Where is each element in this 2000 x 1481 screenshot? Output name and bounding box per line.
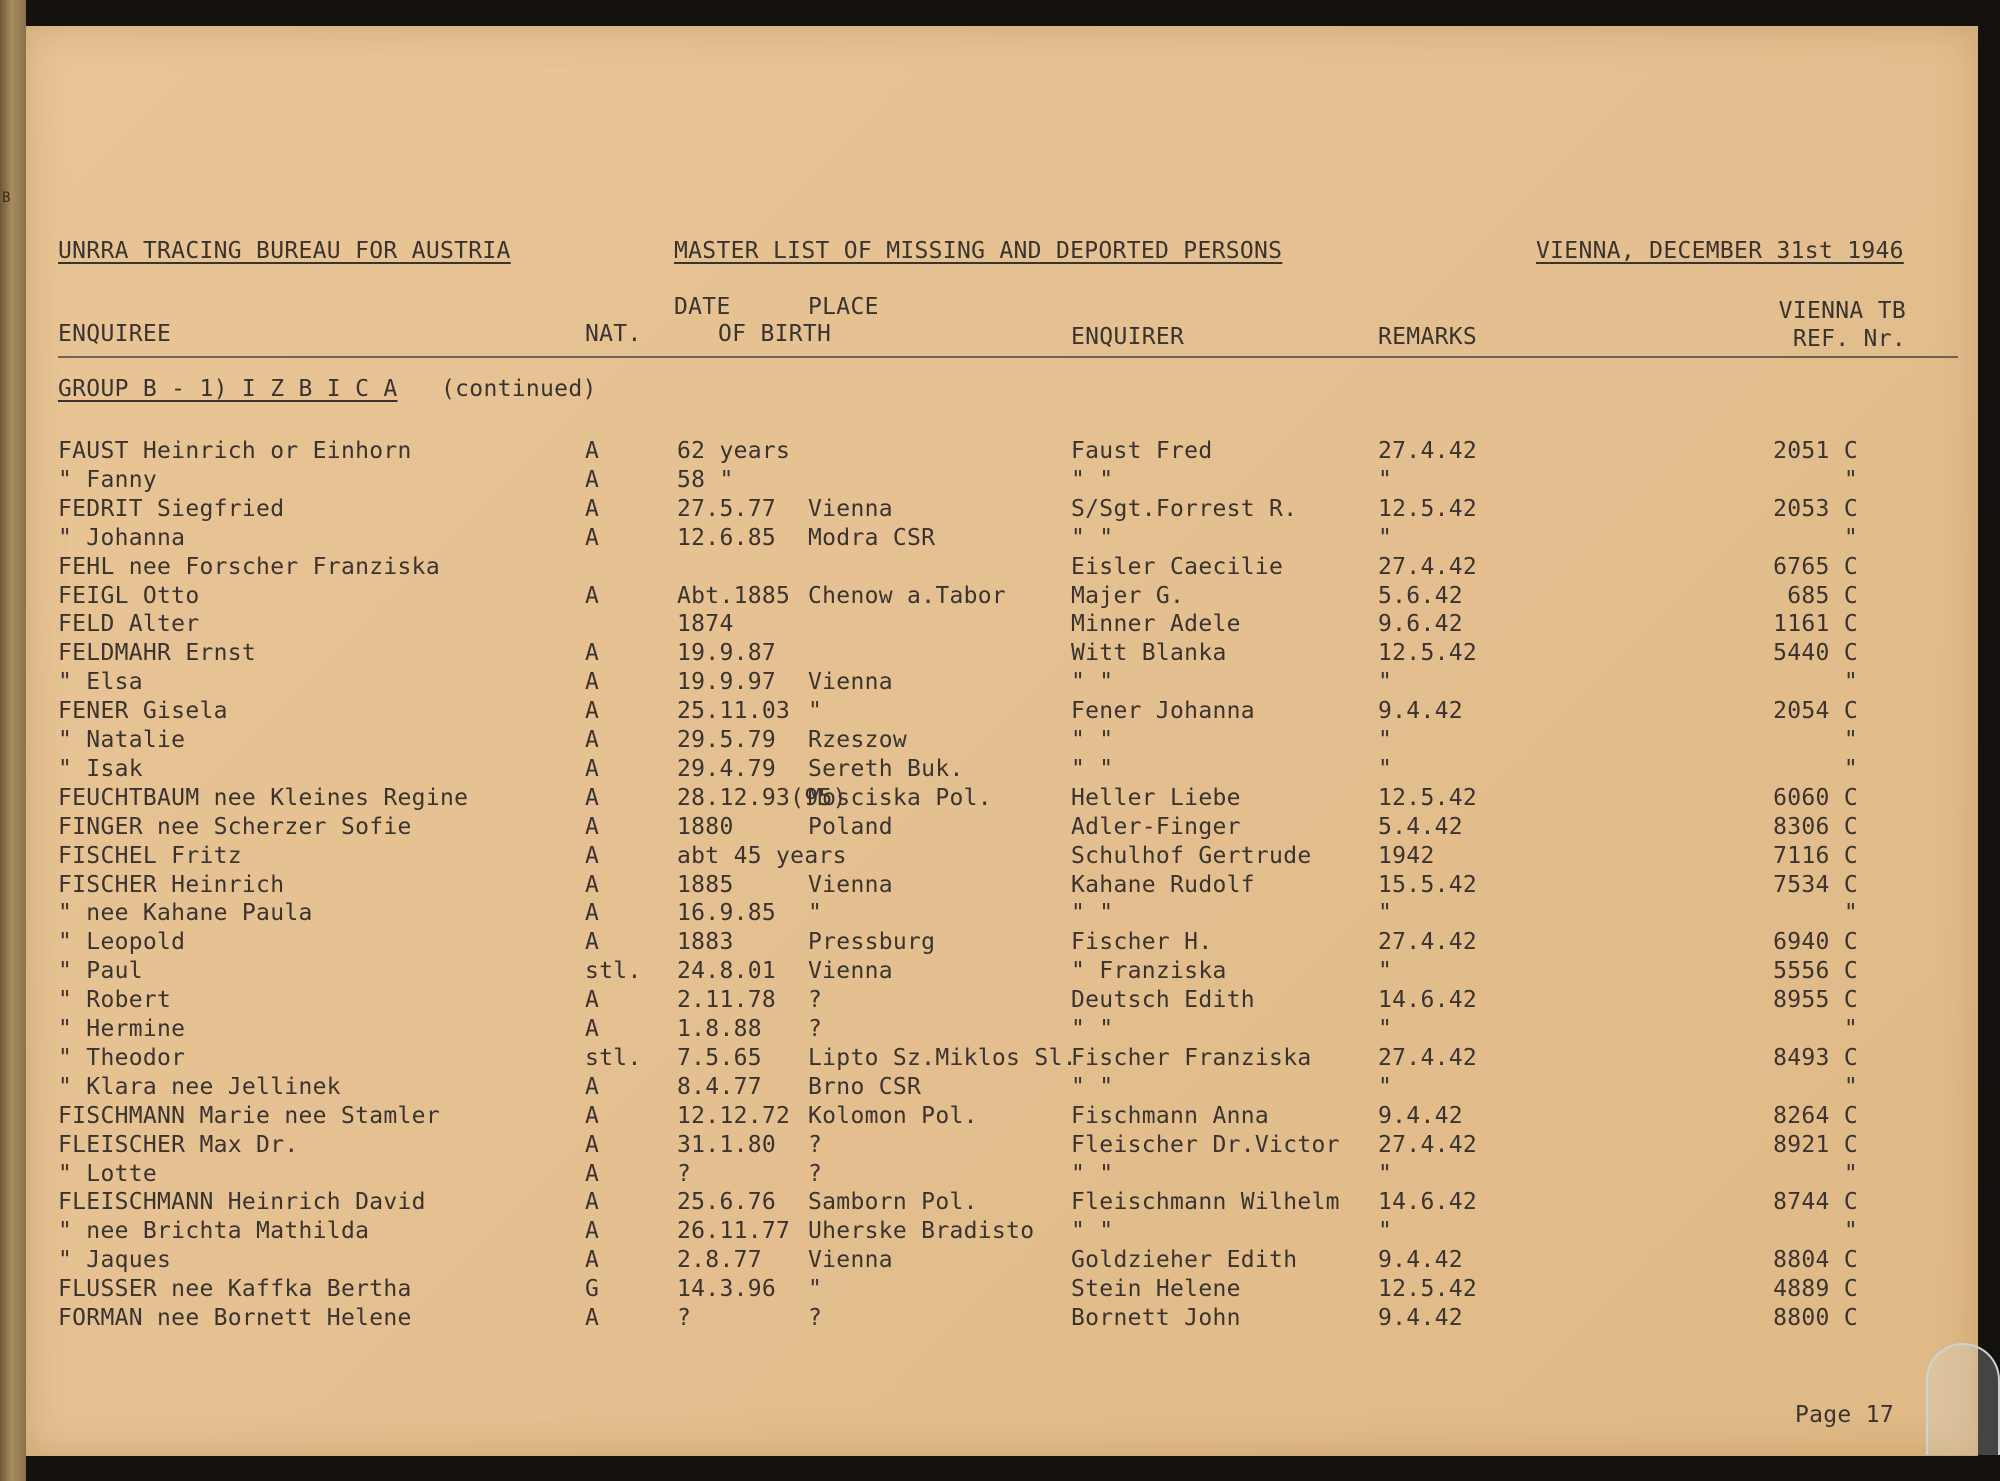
- entry-birth-date: 19.9.87: [677, 640, 777, 667]
- entry-name: " Fanny: [58, 466, 158, 493]
- table-row: [26, 611, 1978, 639]
- table-row: [26, 1161, 1978, 1189]
- table-row: [26, 1103, 1978, 1131]
- entry-enquirer: Witt Blanka: [1071, 640, 1227, 667]
- entry-enquirer: Minner Adele: [1071, 611, 1241, 638]
- group-label: GROUP B - 1) I Z B I C A: [58, 376, 398, 402]
- entry-name: FENER Gisela: [58, 698, 228, 725]
- entry-name: " Klara nee Jellinek: [58, 1073, 341, 1100]
- entry-ref-number: 6060 C: [1773, 784, 1858, 811]
- entry-name: " nee Brichta Mathilda: [58, 1218, 370, 1245]
- entry-enquirer: Adler-Finger: [1071, 813, 1241, 840]
- entry-remarks: 27.4.42: [1378, 1044, 1478, 1071]
- entry-nat: A: [585, 438, 600, 464]
- col-enquirer: ENQUIRER: [1071, 324, 1185, 350]
- entry-ref-number: 8921 C: [1773, 1131, 1858, 1158]
- entry-nat: A: [585, 1073, 600, 1100]
- header-organization: UNRRA TRACING BUREAU FOR AUSTRIA: [58, 238, 511, 264]
- entry-nat: A: [585, 1189, 600, 1216]
- entry-enquirer: Fener Johanna: [1071, 698, 1255, 725]
- margin-mark: B: [2, 190, 11, 206]
- entry-ref-number: ": [1843, 1016, 1858, 1042]
- entry-ref-number: 2053 C: [1773, 495, 1858, 522]
- table-row: [26, 1016, 1978, 1044]
- entry-name: " Lotte: [58, 1160, 158, 1187]
- entry-nat: A: [585, 987, 600, 1014]
- entry-enquirer: Deutsch Edith: [1071, 987, 1255, 1014]
- entry-ref-number: 8955 C: [1773, 987, 1858, 1014]
- entry-nat: A: [585, 871, 600, 898]
- entry-birth-date: 1883: [677, 929, 734, 956]
- col-date: DATE: [674, 294, 731, 320]
- entry-ref-number: 6940 C: [1773, 929, 1858, 956]
- entry-birth-date: 26.11.77: [677, 1218, 791, 1245]
- entry-nat: A: [585, 784, 600, 811]
- col-ref-1: VIENNA TB: [1778, 298, 1906, 324]
- page-clip: [1926, 1343, 2000, 1455]
- entry-nat: A: [585, 524, 600, 551]
- entry-ref-number: 8306 C: [1773, 813, 1858, 840]
- entry-nat: A: [585, 1305, 600, 1331]
- entry-birth-date: 1874: [677, 611, 734, 638]
- table-row: [26, 756, 1978, 784]
- entry-birth-date: 29.4.79: [677, 755, 777, 782]
- entry-remarks: ": [1378, 1160, 1393, 1187]
- entry-remarks: 9.6.42: [1378, 611, 1463, 638]
- entry-birth-date: 2.11.78: [677, 987, 777, 1014]
- entry-ref-number: 685 C: [1787, 582, 1858, 609]
- entry-remarks: 12.5.42: [1378, 495, 1478, 522]
- entry-name: FLEISCHER Max Dr.: [58, 1131, 299, 1158]
- entry-enquirer: Stein Helene: [1071, 1276, 1241, 1303]
- table-row: [26, 785, 1978, 813]
- entry-nat: A: [585, 1102, 600, 1129]
- col-nat: NAT.: [585, 321, 642, 347]
- table-row: [26, 438, 1978, 466]
- entry-birth-place: Lipto Sz.Miklos Sl.: [808, 1044, 1077, 1071]
- entry-remarks: 12.5.42: [1378, 640, 1478, 667]
- entry-remarks: 27.4.42: [1378, 1131, 1478, 1158]
- entry-birth-date: 31.1.80: [677, 1131, 777, 1158]
- entry-enquirer: " ": [1071, 1073, 1114, 1100]
- entry-enquirer: Bornett John: [1071, 1305, 1241, 1331]
- entry-ref-number: ": [1843, 1073, 1858, 1100]
- entry-birth-date: Abt.1885: [677, 582, 791, 609]
- entry-birth-date: 12.12.72: [677, 1102, 791, 1129]
- entry-birth-place: Mosciska Pol.: [808, 784, 992, 811]
- entry-birth-date: 19.9.97: [677, 669, 777, 696]
- table-row: [26, 872, 1978, 900]
- entry-nat: A: [585, 900, 600, 927]
- entry-birth-date: 28.12.93(95): [677, 784, 847, 811]
- entry-name: " nee Kahane Paula: [58, 900, 313, 927]
- entry-remarks: 9.4.42: [1378, 1102, 1463, 1129]
- entry-enquirer: " ": [1071, 1218, 1114, 1245]
- col-enquiree: ENQUIREE: [58, 321, 172, 347]
- entry-birth-place: Pressburg: [808, 929, 936, 956]
- entry-nat: A: [585, 755, 600, 782]
- col-place: PLACE: [808, 294, 879, 320]
- entry-nat: A: [585, 466, 600, 493]
- entry-birth-place: Poland: [808, 813, 893, 840]
- entry-enquirer: " Franziska: [1071, 958, 1227, 985]
- table-row: [26, 640, 1978, 668]
- entry-ref-number: 8800 C: [1773, 1305, 1858, 1331]
- entry-enquirer: Fischer H.: [1071, 929, 1213, 956]
- table-row: [26, 1276, 1978, 1304]
- entry-birth-date: 7.5.65: [677, 1044, 762, 1071]
- table-row: [26, 1305, 1978, 1333]
- table-row: [26, 727, 1978, 755]
- table-row: [26, 1218, 1978, 1246]
- entry-nat: G: [585, 1276, 600, 1303]
- entry-remarks: 9.4.42: [1378, 698, 1463, 725]
- entry-ref-number: 8804 C: [1773, 1247, 1858, 1274]
- entry-remarks: ": [1378, 669, 1393, 696]
- binding-spine: [0, 0, 26, 1481]
- entry-ref-number: 7116 C: [1773, 842, 1858, 869]
- entry-birth-place: Vienna: [808, 495, 893, 522]
- entry-enquirer: " ": [1071, 727, 1114, 753]
- entry-birth-date: ?: [677, 1160, 692, 1187]
- entry-nat: A: [585, 1218, 600, 1245]
- table-row: [26, 525, 1978, 553]
- entry-birth-date: ?: [677, 1305, 692, 1331]
- col-remarks: REMARKS: [1378, 324, 1478, 350]
- entry-name: FORMAN nee Bornett Helene: [58, 1305, 412, 1331]
- entry-remarks: ": [1378, 900, 1393, 927]
- entry-ref-number: ": [1843, 1218, 1858, 1245]
- col-of-birth: OF BIRTH: [718, 321, 832, 347]
- entry-remarks: ": [1378, 1073, 1393, 1100]
- entry-ref-number: 8744 C: [1773, 1189, 1858, 1216]
- entry-ref-number: 7534 C: [1773, 871, 1858, 898]
- entry-name: " Hermine: [58, 1016, 186, 1042]
- entry-enquirer: Goldzieher Edith: [1071, 1247, 1298, 1274]
- table-row: [26, 1132, 1978, 1160]
- entry-nat: A: [585, 698, 600, 725]
- entry-ref-number: ": [1843, 524, 1858, 551]
- entry-remarks: ": [1378, 1218, 1393, 1245]
- entry-birth-place: Vienna: [808, 1247, 893, 1274]
- table-row: [26, 814, 1978, 842]
- entry-name: FAUST Heinrich or Einhorn: [58, 438, 412, 464]
- entry-remarks: 27.4.42: [1378, 438, 1478, 464]
- entry-remarks: 5.4.42: [1378, 813, 1463, 840]
- entry-remarks: 27.4.42: [1378, 553, 1478, 580]
- entry-ref-number: ": [1843, 1160, 1858, 1187]
- entry-nat: A: [585, 929, 600, 956]
- entry-birth-place: Uherske Bradisto: [808, 1218, 1035, 1245]
- entry-nat: A: [585, 727, 600, 753]
- entry-birth-date: 8.4.77: [677, 1073, 762, 1100]
- document-page: [26, 26, 1978, 1456]
- table-row: [26, 1247, 1978, 1275]
- entry-birth-date: 2.8.77: [677, 1247, 762, 1274]
- entry-nat: stl.: [585, 1044, 642, 1071]
- entry-birth-place: Vienna: [808, 669, 893, 696]
- table-row: [26, 467, 1978, 495]
- table-row: [26, 929, 1978, 957]
- entry-enquirer: Eisler Caecilie: [1071, 553, 1284, 580]
- entry-birth-place: ?: [808, 1160, 823, 1187]
- entry-remarks: 27.4.42: [1378, 929, 1478, 956]
- table-row: [26, 698, 1978, 726]
- entry-birth-place: Modra CSR: [808, 524, 936, 551]
- header-rule: [58, 356, 1958, 358]
- entry-enquirer: Fleischer Dr.Victor: [1071, 1131, 1340, 1158]
- entry-name: " Theodor: [58, 1044, 186, 1071]
- entry-enquirer: " ": [1071, 466, 1114, 493]
- table-row: [26, 496, 1978, 524]
- entry-remarks: 9.4.42: [1378, 1305, 1463, 1331]
- entry-enquirer: " ": [1071, 1160, 1114, 1187]
- entry-name: " Paul: [58, 958, 143, 985]
- entry-enquirer: Fischmann Anna: [1071, 1102, 1270, 1129]
- entry-remarks: 12.5.42: [1378, 1276, 1478, 1303]
- entry-nat: A: [585, 842, 600, 869]
- entry-enquirer: Schulhof Gertrude: [1071, 842, 1312, 869]
- entry-remarks: ": [1378, 1016, 1393, 1042]
- entry-ref-number: 8264 C: [1773, 1102, 1858, 1129]
- entry-ref-number: ": [1843, 727, 1858, 753]
- entry-remarks: 15.5.42: [1378, 871, 1478, 898]
- header-place-date: VIENNA, DECEMBER 31st 1946: [1536, 238, 1904, 264]
- entry-nat: A: [585, 1131, 600, 1158]
- page-number: Page 17: [1794, 1402, 1894, 1428]
- entry-birth-place: Vienna: [808, 958, 893, 985]
- entry-name: FLUSSER nee Kaffka Bertha: [58, 1276, 412, 1303]
- entry-ref-number: 1161 C: [1773, 611, 1858, 638]
- entry-ref-number: 4889 C: [1773, 1276, 1858, 1303]
- entry-ref-number: ": [1843, 669, 1858, 696]
- table-row: [26, 900, 1978, 928]
- entry-birth-place: ": [808, 1276, 823, 1303]
- entry-nat: A: [585, 669, 600, 696]
- entry-birth-date: 1880: [677, 813, 734, 840]
- col-ref-2: REF. Nr.: [1792, 326, 1906, 352]
- entry-enquirer: " ": [1071, 669, 1114, 696]
- entry-enquirer: Fischer Franziska: [1071, 1044, 1312, 1071]
- entry-name: " Robert: [58, 987, 172, 1014]
- table-row: [26, 843, 1978, 871]
- entry-birth-place: Samborn Pol.: [808, 1189, 978, 1216]
- entry-birth-date: 1885: [677, 871, 734, 898]
- table-row: [26, 1074, 1978, 1102]
- entry-nat: A: [585, 582, 600, 609]
- entry-ref-number: ": [1843, 466, 1858, 493]
- entry-nat: stl.: [585, 958, 642, 985]
- entry-name: " Natalie: [58, 727, 186, 753]
- entry-birth-date: 58 ": [677, 466, 734, 493]
- entry-birth-date: 16.9.85: [677, 900, 777, 927]
- entry-name: " Leopold: [58, 929, 186, 956]
- entry-birth-date: 1.8.88: [677, 1016, 762, 1042]
- entry-birth-place: Kolomon Pol.: [808, 1102, 978, 1129]
- table-row: [26, 1189, 1978, 1217]
- entry-name: FINGER nee Scherzer Sofie: [58, 813, 412, 840]
- entry-name: FISCHEL Fritz: [58, 842, 242, 869]
- entry-remarks: 9.4.42: [1378, 1247, 1463, 1274]
- entry-remarks: 1942: [1378, 842, 1435, 869]
- entry-ref-number: 2051 C: [1773, 438, 1858, 464]
- entry-ref-number: 2054 C: [1773, 698, 1858, 725]
- entry-birth-place: ?: [808, 1131, 823, 1158]
- entry-enquirer: " ": [1071, 1016, 1114, 1042]
- entry-birth-date: 62 years: [677, 438, 791, 464]
- entry-name: FELD Alter: [58, 611, 200, 638]
- entry-birth-date: 12.6.85: [677, 524, 777, 551]
- entry-remarks: ": [1378, 755, 1393, 782]
- entry-remarks: ": [1378, 727, 1393, 753]
- entry-birth-place: Rzeszow: [808, 727, 908, 753]
- table-row: [26, 669, 1978, 697]
- entry-birth-place: Vienna: [808, 871, 893, 898]
- entry-remarks: ": [1378, 958, 1393, 985]
- entry-birth-place: ?: [808, 1016, 823, 1042]
- entry-enquirer: " ": [1071, 524, 1114, 551]
- entry-name: FELDMAHR Ernst: [58, 640, 257, 667]
- entry-ref-number: 6765 C: [1773, 553, 1858, 580]
- entry-remarks: ": [1378, 466, 1393, 493]
- entry-enquirer: Faust Fred: [1071, 438, 1213, 464]
- entry-birth-date: 27.5.77: [677, 495, 777, 522]
- entry-name: FEIGL Otto: [58, 582, 200, 609]
- entry-birth-place: Sereth Buk.: [808, 755, 964, 782]
- table-row: [26, 987, 1978, 1015]
- entry-birth-date: 14.3.96: [677, 1276, 777, 1303]
- entry-birth-place: Chenow a.Tabor: [808, 582, 1007, 609]
- group-suffix: (continued): [441, 376, 597, 402]
- entry-ref-number: 8493 C: [1773, 1044, 1858, 1071]
- entry-nat: A: [585, 640, 600, 667]
- entry-name: FEHL nee Forscher Franziska: [58, 553, 440, 580]
- entry-birth-date: 24.8.01: [677, 958, 777, 985]
- entry-nat: A: [585, 1160, 600, 1187]
- header-title: MASTER LIST OF MISSING AND DEPORTED PERSONS: [674, 238, 1283, 264]
- entry-enquirer: S/Sgt.Forrest R.: [1071, 495, 1298, 522]
- entry-birth-place: Brno CSR: [808, 1073, 922, 1100]
- entry-name: FLEISCHMANN Heinrich David: [58, 1189, 426, 1216]
- entry-name: " Elsa: [58, 669, 143, 696]
- table-row: [26, 1045, 1978, 1073]
- entry-birth-place: ?: [808, 1305, 823, 1331]
- entry-name: " Isak: [58, 755, 143, 782]
- entry-name: FEUCHTBAUM nee Kleines Regine: [58, 784, 469, 811]
- entry-name: FISCHMANN Marie nee Stamler: [58, 1102, 440, 1129]
- table-row: [26, 958, 1978, 986]
- entry-enquirer: Majer G.: [1071, 582, 1185, 609]
- entry-birth-date: abt 45 years: [677, 842, 847, 869]
- entry-name: FISCHER Heinrich: [58, 871, 285, 898]
- entry-nat: A: [585, 1247, 600, 1274]
- entry-birth-date: 25.11.03: [677, 698, 791, 725]
- table-row: [26, 583, 1978, 611]
- entry-ref-number: ": [1843, 755, 1858, 782]
- entry-name: " Jaques: [58, 1247, 172, 1274]
- table-row: [26, 554, 1978, 582]
- entry-ref-number: ": [1843, 900, 1858, 927]
- entry-nat: A: [585, 813, 600, 840]
- entry-name: FEDRIT Siegfried: [58, 495, 285, 522]
- entry-enquirer: Fleischmann Wilhelm: [1071, 1189, 1340, 1216]
- entry-name: " Johanna: [58, 524, 186, 551]
- entry-enquirer: " ": [1071, 900, 1114, 927]
- entry-birth-date: 29.5.79: [677, 727, 777, 753]
- entry-birth-place: ": [808, 900, 823, 927]
- entry-enquirer: " ": [1071, 755, 1114, 782]
- entry-remarks: 12.5.42: [1378, 784, 1478, 811]
- entry-nat: A: [585, 1016, 600, 1042]
- entry-enquirer: Heller Liebe: [1071, 784, 1241, 811]
- entry-nat: A: [585, 495, 600, 522]
- entry-remarks: 5.6.42: [1378, 582, 1463, 609]
- entry-ref-number: 5440 C: [1773, 640, 1858, 667]
- entry-birth-date: 25.6.76: [677, 1189, 777, 1216]
- entry-remarks: 14.6.42: [1378, 1189, 1478, 1216]
- entry-remarks: 14.6.42: [1378, 987, 1478, 1014]
- entry-birth-place: ": [808, 698, 823, 725]
- entry-ref-number: 5556 C: [1773, 958, 1858, 985]
- entry-enquirer: Kahane Rudolf: [1071, 871, 1255, 898]
- entry-birth-place: ?: [808, 987, 823, 1014]
- entry-remarks: ": [1378, 524, 1393, 551]
